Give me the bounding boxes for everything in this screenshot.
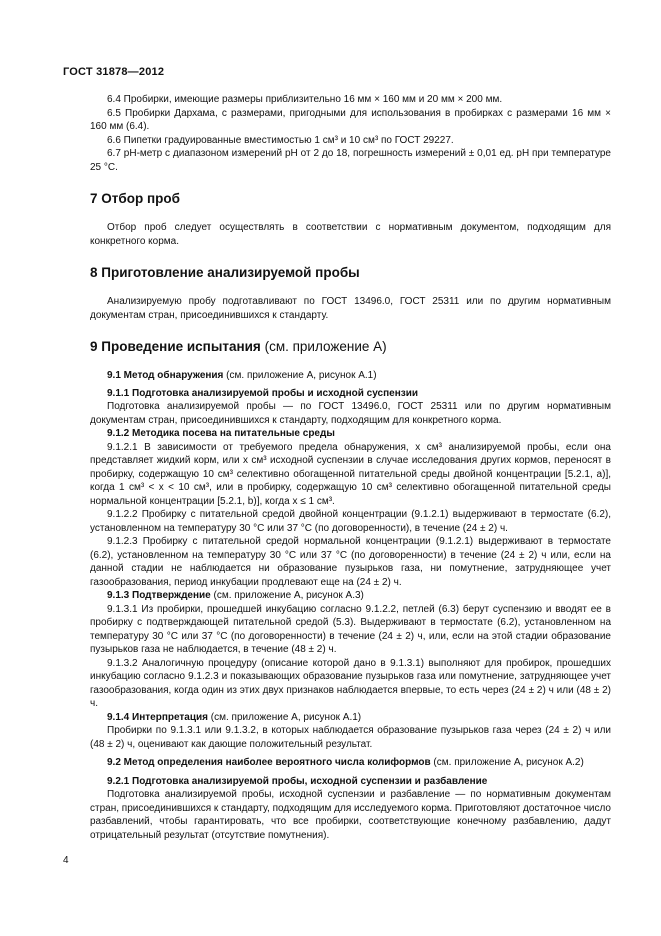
subsection-9-1-2-title: 9.1.2 Методика посева на питательные среды (107, 428, 335, 439)
subsection-9-1-title: 9.1 Метод обнаружения (107, 370, 224, 381)
subsection-9-2-note: (см. приложение А, рисунок А.2) (430, 757, 584, 768)
subsection-9-1-1-heading (90, 387, 611, 401)
para-6-4: 6.4 Пробирки, имеющие размеры приблизительно 16 мм × 160 мм и 20 мм × 200 мм. (107, 94, 503, 105)
subsection-9-2-1-heading (90, 775, 611, 789)
subsection-9-1-4-title: 9.1.4 Интерпретация (107, 711, 208, 723)
subsection-9-2-heading (90, 756, 611, 770)
section-7-heading: 7 Отбор проб (90, 191, 180, 206)
page-header: ГОСТ 31878—2012 (63, 66, 165, 78)
para-9-1-3-2: 9.1.3.2 Аналогичную процедуру (описание которой дано в 9.1.3.1) выполняют для пробирок, прошедших инкубацию согласно 9.1.2.3 и показывающих образование пузырьков газа или помутнение, затрудняющее учет газообразования, когда один из этих двух признаков наблюдается впервые, то есть через (24 ± 2) ч или (48 ± 2) ч. (90, 657, 611, 709)
subsection-9-1-4-heading (90, 711, 611, 725)
subsection-9-1-4-text: Пробирки по 9.1.3.1 или 9.1.3.2, в которых наблюдается образование пузырьков газа через (24 ± 2) ч или (48 ± 2) ч, оценивают как дающие положительный результат. (90, 725, 611, 750)
para-6-6: 6.6 Пипетки градуированные вместимостью 1 см³ и 10 см³ по ГОСТ 29227. (107, 134, 454, 146)
subsection-9-1-2-heading (90, 427, 611, 441)
subsection-9-1-3-note: (см. приложение А, рисунок А.3) (210, 590, 364, 601)
subsection-9-1-heading (90, 369, 611, 383)
subsection-9-2-1-text: Подготовка анализируемой пробы, исходной суспензии и разбавление — по нормативным документам стран, присоединившихся к стандарту, подходящим для исследуемого корма. Приготовляют достаточное число разбавлений, чтобы гарантировать, что все пробирки, соответствующие конечному разбавлению, дадут отрицательный результат (отсутствие помутнения). (90, 789, 611, 841)
subsection-9-1-3-title: 9.1.3 Подтверждение (107, 590, 211, 601)
subsection-9-2-title: 9.2 Метод определения наиболее вероятного числа колиформов (107, 757, 431, 768)
section-8-heading: 8 Приготовление анализируемой пробы (90, 265, 360, 280)
subsection-9-1-1-text: Подготовка анализируемой пробы — по ГОСТ 13496.0, ГОСТ 25311 или по другим нормативным документам стран, присоединившихся к стандарту, подходящим для конкретного корма. (90, 401, 611, 426)
page-number: 4 (63, 855, 69, 866)
page-content (90, 93, 611, 842)
para-6-5: 6.5 Пробирки Дархама, с размерами, пригодными для использования в пробирках с размерами 16 мм × 160 мм (6.4). (90, 107, 611, 132)
section-9-heading (90, 339, 611, 355)
para-9-1-2-2: 9.1.2.2 Пробирку с питательной средой двойной концентрации (9.1.2.1) выдерживают в термостате (6.2), установленном на температуру 30 °С или 37 °С (по договоренности), в течение (24 ± 2) ч. (90, 509, 611, 534)
para-9-1-3-1: 9.1.3.1 Из пробирки, прошедшей инкубацию согласно 9.1.2.2, петлей (6.3) берут суспензию и вводят ее в пробирку с подтверждающей питательной средой (5.3). Выдерживают в термостате (6.2), установленном на температуру 30 °С или 37 °С (по договоренности) в течение (24 ± 2) ч, или, если на этой стадии образование пузырьков газа не наблюдается, в течение (48 ± 2) ч. (90, 603, 611, 655)
subsection-9-1-note: (см. приложение А, рисунок А.1) (223, 370, 377, 381)
section-8-text: Анализируемую пробу подготавливают по ГОСТ 13496.0, ГОСТ 25311 или по другим нормативным документам стран, присоединившихся к стандарту. (90, 296, 611, 321)
subsection-9-1-4-note: (см. приложение А, рисунок А.1) (207, 711, 362, 723)
para-9-1-2-1: 9.1.2.1 В зависимости от требуемого предела обнаружения, х см³ анализируемой пробы, если она представляет жидкий корм, или х см³ исходной суспензии в случае исследования других кормов, переносят в пробирку, содержащую 10 см³ селективно обогащенной питательной среды двойной концентрации [5.2.1, а)], когда 1 см³ < x < 10 см³, или в пробирку, содержащую 10 см³ селективно обогащенной питательной среды нормальной концентрации [5.2.1, b)], когда x ≤ 1 см³. (90, 441, 611, 507)
para-6-7: 6.7 рН-метр с диапазоном измерений рН от 2 до 18, погрешность измерений ± 0,01 ед. рН при температуре 25 °С. (90, 148, 611, 173)
subsection-9-2-1-title: 9.2.1 Подготовка анализируемой пробы, исходной суспензии и разбавление (107, 775, 488, 787)
para-9-1-2-3: 9.1.2.3 Пробирку с питательной средой нормальной концентрации (9.1.2.1) выдерживают в термостате (6.2), установленном на температуру 30 °С или 37 °С (по договоренности) в течение (24 ± 2) ч или, если на данной стадии не наблюдается ни образование пузырьков газа, ни помутнение, затрудняющее учет газообразования, период инкубации продлевают еще на (24 ± 2) ч. (90, 536, 611, 588)
section-7-text: Отбор проб следует осуществлять в соответствии с нормативным документом, подходящим для конкретного корма. (90, 222, 611, 247)
subsection-9-1-3-heading (90, 589, 611, 603)
subsection-9-1-1-title: 9.1.1 Подготовка анализируемой пробы и исходной суспензии (107, 387, 419, 399)
section-9-title: 9 Проведение испытания (90, 339, 261, 354)
section-9-note: (см. приложение А) (260, 339, 387, 354)
